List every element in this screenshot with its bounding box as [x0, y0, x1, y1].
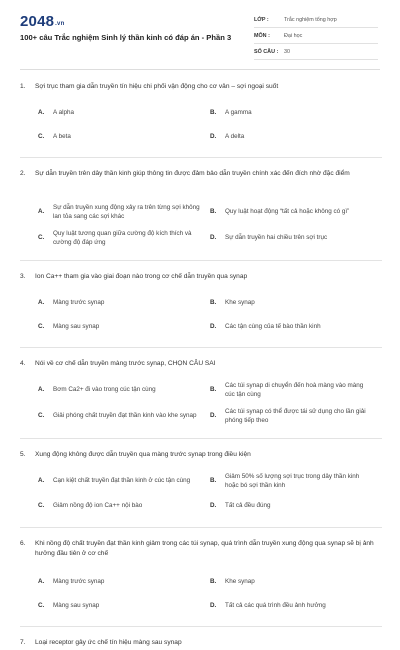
- answer-option[interactable]: [210, 314, 382, 338]
- option-text: Khe synap: [225, 577, 255, 585]
- option-text: A beta: [53, 132, 71, 140]
- question-body: Xung động không được dẫn truyền qua màng trước synap trong điều kiện: [35, 451, 251, 458]
- option-letter: A.: [38, 477, 45, 484]
- meta-info-table: [254, 12, 378, 60]
- option-letter: D.: [210, 132, 217, 140]
- answer-option[interactable]: [210, 199, 382, 224]
- answer-option[interactable]: [38, 569, 210, 593]
- answer-option[interactable]: [38, 377, 210, 402]
- answer-options: [20, 377, 382, 429]
- option-letter: D.: [210, 601, 217, 609]
- option-letter: B.: [210, 208, 217, 215]
- question-number: 4.: [20, 360, 26, 367]
- option-letter: B.: [210, 577, 217, 585]
- logo-suffix: .vn: [55, 21, 65, 27]
- option-letter: D.: [210, 234, 217, 241]
- option-text: Các túi synap có thể được tái sử dụng cho lần giải phóng tiếp theo: [225, 407, 366, 424]
- option-letter: A.: [38, 298, 45, 306]
- option-letter: A.: [38, 386, 45, 393]
- question-body: Khi nồng độ chất truyền đạt thần kinh giảm trong các túi synap, quá trình dẫn truyền xung động qua synap sẽ bị ảnh hưởng đầu tiên ở cơ chế: [35, 540, 374, 557]
- option-letter: D.: [210, 322, 217, 330]
- meta-row-question-count: [254, 44, 378, 60]
- answer-option[interactable]: [38, 224, 210, 251]
- question-text: [20, 270, 382, 290]
- option-letter: C.: [38, 412, 45, 419]
- question-text: [20, 167, 382, 199]
- option-letter: A.: [38, 108, 45, 116]
- question-number: 7.: [20, 639, 26, 646]
- question-item: [20, 357, 382, 439]
- answer-option[interactable]: [210, 224, 382, 251]
- question-item: [20, 167, 382, 261]
- question-body: Loại receptor gây ức chế tín hiệu màng sau synap: [35, 639, 182, 646]
- answer-option[interactable]: [38, 468, 210, 493]
- meta-value: Trắc nghiệm tổng hợp: [284, 16, 337, 23]
- question-body: Nói về cơ chế dẫn truyền màng trước synap, CHỌN CÂU SAI: [35, 360, 216, 367]
- option-letter: A.: [38, 577, 45, 585]
- answer-options: [20, 290, 382, 338]
- option-letter: C.: [38, 234, 45, 241]
- option-text: Quy luật tương quan giữa cường độ kích thích và cường độ đáp ứng: [53, 229, 192, 246]
- question-text: [20, 636, 382, 650]
- option-text: A gamma: [225, 108, 252, 116]
- answer-option[interactable]: [210, 100, 382, 124]
- option-text: Các tận cùng của tế bào thần kinh: [225, 322, 321, 330]
- question-item: [20, 270, 382, 348]
- question-text: [20, 537, 382, 569]
- answer-options: [20, 468, 382, 518]
- question-number: 5.: [20, 451, 26, 458]
- option-letter: B.: [210, 477, 217, 484]
- option-letter: A.: [38, 208, 45, 215]
- option-text: Sự dẫn truyền hai chiều trên sợi trục: [225, 234, 328, 241]
- option-text: Giảm nồng độ ion Ca++ nội bào: [53, 502, 143, 509]
- logo-text: 2048: [20, 13, 55, 30]
- answer-option[interactable]: [38, 493, 210, 518]
- answer-option[interactable]: [210, 593, 382, 617]
- answer-option[interactable]: [210, 569, 382, 593]
- question-number: 6.: [20, 540, 26, 547]
- answer-option[interactable]: [38, 124, 210, 148]
- question-item: [20, 537, 382, 627]
- answer-option[interactable]: [38, 199, 210, 224]
- answer-options: [20, 199, 382, 251]
- question-body: Ion Ca++ tham gia vào giai đoạn nào trong cơ chế dẫn truyền qua synap: [35, 273, 248, 280]
- page-title: 100+ câu Trắc nghiệm Sinh lý thần kinh có đáp án - Phần 3: [20, 33, 232, 42]
- answer-option[interactable]: [210, 493, 382, 518]
- option-letter: C.: [38, 132, 45, 140]
- question-body: Sự dẫn truyền trên dây thần kinh giúp thông tin được đảm bảo dẫn truyền chính xác đến đích nhờ đặc điểm: [35, 170, 350, 177]
- option-letter: B.: [210, 298, 217, 306]
- question-number: 1.: [20, 83, 26, 90]
- question-body: Sợi trục tham gia dẫn truyền tín hiệu chi phối vận động cho cơ vân – sợi ngoại suốt: [35, 83, 279, 90]
- answer-option[interactable]: [210, 124, 382, 148]
- answer-option[interactable]: [38, 290, 210, 314]
- option-text: Màng trước synap: [53, 577, 105, 585]
- option-letter: C.: [38, 601, 45, 609]
- meta-row-class: [254, 12, 378, 28]
- question-text: [20, 357, 382, 377]
- answer-options: [20, 100, 382, 148]
- option-text: Giải phóng chất truyền đạt thần kinh vào khe synap: [53, 412, 197, 419]
- meta-label: MÔN :: [254, 32, 270, 39]
- option-text: A alpha: [53, 108, 75, 116]
- answer-option[interactable]: [210, 468, 382, 493]
- question-text: [20, 80, 382, 100]
- question-item: [20, 448, 382, 528]
- question-item: [20, 636, 382, 650]
- header-divider: [20, 69, 380, 70]
- site-logo[interactable]: [20, 13, 64, 30]
- meta-row-subject: [254, 28, 378, 44]
- option-letter: C.: [38, 502, 45, 509]
- answer-option[interactable]: [210, 377, 382, 402]
- meta-label: LỚP :: [254, 16, 269, 23]
- question-list: [20, 80, 382, 650]
- answer-option[interactable]: [38, 402, 210, 429]
- option-text: Màng sau synap: [53, 601, 100, 609]
- option-text: Các túi synap di chuyển đến hoà màng vào màng cúc tận cùng: [225, 381, 364, 398]
- meta-value: 30: [284, 48, 290, 55]
- answer-option[interactable]: [38, 100, 210, 124]
- meta-value: Đại học: [284, 32, 303, 39]
- option-text: Tất cả các quá trình đều ảnh hưởng: [225, 601, 326, 609]
- option-text: Giảm 50% số lượng sợi trục trong dây thần kinh hoặc bó sợi thần kinh: [225, 472, 360, 489]
- meta-label: SỐ CÂU :: [254, 48, 279, 55]
- question-text: [20, 448, 382, 468]
- document-header: [0, 0, 400, 64]
- answer-option[interactable]: [38, 314, 210, 338]
- option-text: Sự dẫn truyền xung động xảy ra trên từng sợi không lan tỏa sang các sợi khác: [53, 203, 200, 220]
- question-item: [20, 80, 382, 158]
- question-number: 2.: [20, 170, 26, 177]
- answer-option[interactable]: [38, 593, 210, 617]
- option-text: Tất cả đều đúng: [225, 502, 271, 509]
- answer-options: [20, 569, 382, 617]
- option-text: Bơm Ca2+ đi vào trong cúc tận cùng: [53, 386, 156, 393]
- option-text: A delta: [225, 132, 245, 140]
- option-letter: B.: [210, 386, 217, 393]
- option-text: Quy luật hoạt động “tất cả hoặc không có gì”: [225, 208, 350, 215]
- option-letter: B.: [210, 108, 217, 116]
- option-letter: C.: [38, 322, 45, 330]
- option-letter: D.: [210, 412, 217, 419]
- option-text: Màng trước synap: [53, 298, 105, 306]
- option-text: Khe synap: [225, 298, 255, 306]
- answer-option[interactable]: [210, 402, 382, 429]
- answer-option[interactable]: [210, 290, 382, 314]
- question-number: 3.: [20, 273, 26, 280]
- option-text: Cạn kiệt chất truyền đạt thần kinh ở cúc tận cùng: [53, 477, 191, 484]
- option-text: Màng sau synap: [53, 322, 100, 330]
- option-letter: D.: [210, 502, 217, 509]
